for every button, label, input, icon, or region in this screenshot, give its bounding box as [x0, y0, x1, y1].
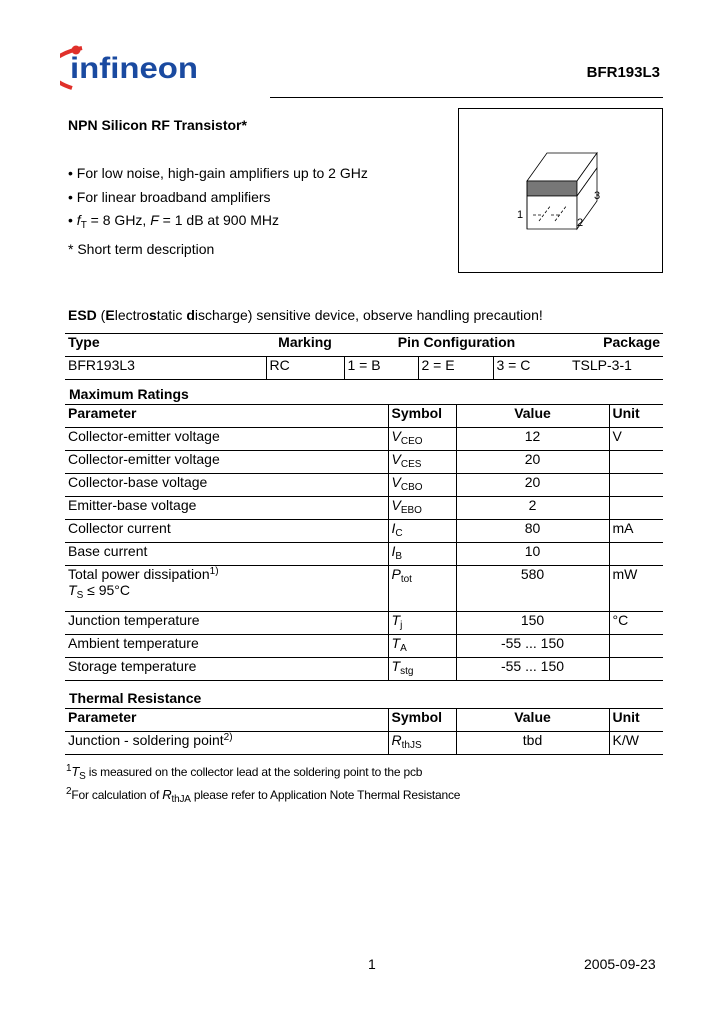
footnote-1: $^1T_S$ is measured on the collector lead at the soldering point to the pcb: [66, 763, 423, 782]
document-date: 2005-09-23: [584, 956, 656, 972]
package-drawing: [459, 109, 662, 272]
col-marking: Marking: [278, 334, 332, 350]
pin-label-1: 1: [517, 209, 524, 221]
infineon-logo: [60, 40, 210, 100]
col-type: Type: [68, 334, 100, 350]
pin-label-3: 3: [594, 190, 601, 202]
feature-item: • $f_T = 8$ GHz, F = 1 dB at 900 MHz: [68, 212, 280, 231]
table-row: Junction temperature $T_j$ 150 °C: [65, 612, 663, 635]
table-row: Collector current $I_C$ 80 mA: [65, 520, 663, 543]
short-term-note: * Short term description: [68, 240, 215, 257]
max-ratings-header: Parameter Symbol Value Unit: [65, 405, 663, 428]
package-illustration: [458, 108, 663, 273]
page-number: 1: [368, 956, 376, 972]
table-row: Junction - soldering point$^{2)}$ $R_{thJS}$ tbd K/W: [65, 732, 663, 755]
header-rule: [270, 97, 663, 98]
infineon-logo-graphic: [60, 40, 210, 100]
feature-item: • For linear broadband amplifiers: [68, 188, 271, 205]
esd-warning: ESD (Electrostatic discharge) sensitive device, observe handling precaution!: [68, 307, 543, 323]
feature-list: [68, 162, 368, 261]
type-table: [65, 333, 663, 380]
max-ratings-table: [65, 404, 663, 681]
type-table-row: BFR193L3 RC 1 = B 2 = E 3 = C TSLP-3-1: [65, 357, 663, 380]
footnote-2: $^2$For calculation of $R_{thJA}$ please refer to Application Note Thermal Resistance: [66, 786, 461, 805]
logo-text: infineon: [70, 52, 198, 85]
part-number-title: BFR193L3: [586, 64, 660, 81]
max-ratings-title: Maximum Ratings: [69, 386, 189, 402]
table-row: Collector-base voltage $V_{CBO}$ 20: [65, 474, 663, 497]
type-table-header: [65, 334, 663, 357]
table-row: Base current $I_B$ 10: [65, 543, 663, 566]
thermal-header: Parameter Symbol Value Unit: [65, 709, 663, 732]
pin-label-2: 2: [577, 217, 584, 229]
feature-item: • For low noise, high-gain amplifiers up to 2 GHz: [68, 165, 368, 181]
col-package: Package: [603, 334, 660, 350]
table-row: Collector-emitter voltage $V_{CES}$ 20: [65, 451, 663, 474]
table-row: Collector-emitter voltage $V_{CEO}$ 12 V: [65, 428, 663, 451]
product-title: NPN Silicon RF Transistor*: [68, 117, 247, 133]
table-row: Total power dissipation$^{1)}$ $T_S \le 95^\circ C$ $P_{tot}$ 580 mW: [65, 566, 663, 612]
thermal-table: [65, 708, 663, 755]
thermal-resistance-title: Thermal Resistance: [69, 690, 202, 706]
table-row: Emitter-base voltage $V_{EBO}$ 2: [65, 497, 663, 520]
table-row: Ambient temperature $T_A$ -55 ... 150: [65, 635, 663, 658]
table-row: Storage temperature $T_{stg}$ -55 ... 150: [65, 658, 663, 681]
col-pin-config: Pin Configuration: [397, 334, 516, 350]
